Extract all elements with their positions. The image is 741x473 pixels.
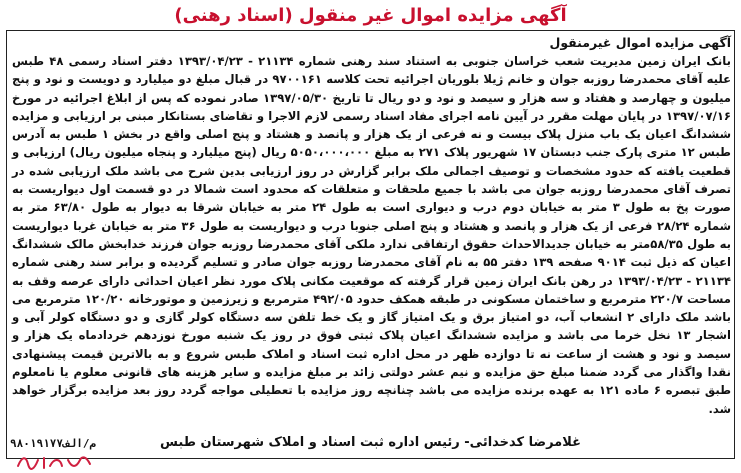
- notice-subtitle: آگهی مزایده اموال غیرمنقول: [549, 35, 731, 50]
- notice-body: بانک ایران زمین مدیریت شعب خراسان جنوبی به استناد سند رهنی شماره ۲۱۱۳۴ - ۱۳۹۳/۰۴/۲۳ دفتر اسناد رسمی ۴۸ طبس علیه آقای محمدرضا روزبه جوان و خانم ژیلا بلوریان اجرائیه تحت کلاسه ۹۷۰۰۱۶۱ در قبال مبلغ دو میلیارد و دویست و نود و پنج میلیون و چهارصد و هفتاد و سه هزار و سیصد و نود و دو ریال تا تاریخ ۱۳۹۷/۰۵/۳۰ صادر نموده که پس از ابلاغ اجرائیه در مورخ ۱۳۹۷/۰۷/۱۶ در پایان مهلت مقرر در آیین نامه اجرای مفاد اسناد رسمی لازم الاجرا و تقاضای بستانکار مبنی بر ارزیابی و مزایده ششدانگ اعیان یک باب منزل پلاک بیست و نه فرعی از یک هزار و پانصد و هشتاد و پنج اصلی واقع در بخش ۱ طبس به آدرس طبس ۱۲ متری پارک جنب دبستان ۱۷ شهریور پلاک ۲۷۱ به مبلغ ۵۰۵۰،۰۰۰،۰۰۰ ریال (پنج میلیارد و پنجاه میلیون ریال) ارزیابی و قطعیت یافته که حدود مشخصات و توصیف اجمالی ملک برابر گزارش در روز ارزیابی بدین شرح می باشد ملک ارزیابی شده در تصرف آقای محمدرضا روزبه جوان می باشد با جمیع ملحقات و متعلقات که محدود است شمالا در دو قسمت اول دیواریست به صورت پخ به طول ۳ متر به خیابان دوم درب و دیواری است به طول ۲۴ متر به خیابان شرقا به دیوار به طول ۶۳/۸۰ متر به شماره ۲۸/۲۴ فرعی از یک هزار و پانصد و هشتاد و پنج اصلی جنوبا درب و دیواریست به طول ۳۶ متر به خیابان غربا دیواریست به طول ۵۸/۳۵متر به خیابان جدیدالاحداث حقوق ارتفاقی ندارد ملکی آقای محمدرضا روزبه جوان فرزند خدابخش مالک ششدانگ اعیان که ذیل ثبت ۹۰۱۴ صفحه ۱۳۹ دفتر ۵۵ به نام آقای محمدرضا روزبه جوان صادر و تسلیم گردیده و برابر سند رهنی شماره ۲۱۱۳۴ - ۱۳۹۳/۰۴/۲۳ در رهن بانک ایران زمین قرار گرفته که موقعیت مکانی پلاک مورد نظر اعیان احداثی دارای عرصه وقف به مساحت ۲۲۰/۷ مترمربع و ساختمان مسکونی در طبقه همکف حدود ۴۹۲/۰۵ مترمربع و زیرزمین و موتورخانه ۱۲۰/۲۰ مترمربع می باشد ملک دارای ۲ انشعاب آب، دو امتیاز برق و یک امتیاز گاز و یک خط تلفن سه دستگاه کولر گازی و دو دستگاه کولر آبی و اشجار ۱۳ نخل خرما می باشد و مزایده ششدانگ اعیان پلاک ثبتی فوق در روز یک شنبه مورخ نوزدهم خردادماه یک هزار و سیصد و نود و هشت از ساعت نه تا دوازده ظهر در محل اداره ثبت اسناد و املاک طبس شروع و به بالاترین قیمت پیشنهادی نقدا واگذار می گردد ضمنا مبلغ حق مزایده و نیم عشر دولتی زائد بر مبلغ مزایده و سایر هزینه های قانونی معلوم یا نامعلوم طبق تبصره ۶ ماده ۱۲۱ به عهده برنده مزایده می باشد چنانچه روز مزایده با تعطیلی مواجه گردد روز بعد مزایده برگزار خواهد شد.: [12, 54, 732, 416]
- reference-number: م/الف۹۸۰۱۹۱۷۷: [10, 437, 97, 450]
- title-banner: [0, 0, 741, 30]
- signature-line: غلامرضا کدخدائی- رئیس اداره ثبت اسناد و املاک شهرستان طبس: [160, 435, 581, 450]
- handwritten-stamp: [14, 452, 94, 472]
- notice-title: آگهی مزایده اموال غیر منقول (اسناد رهنی): [174, 4, 567, 26]
